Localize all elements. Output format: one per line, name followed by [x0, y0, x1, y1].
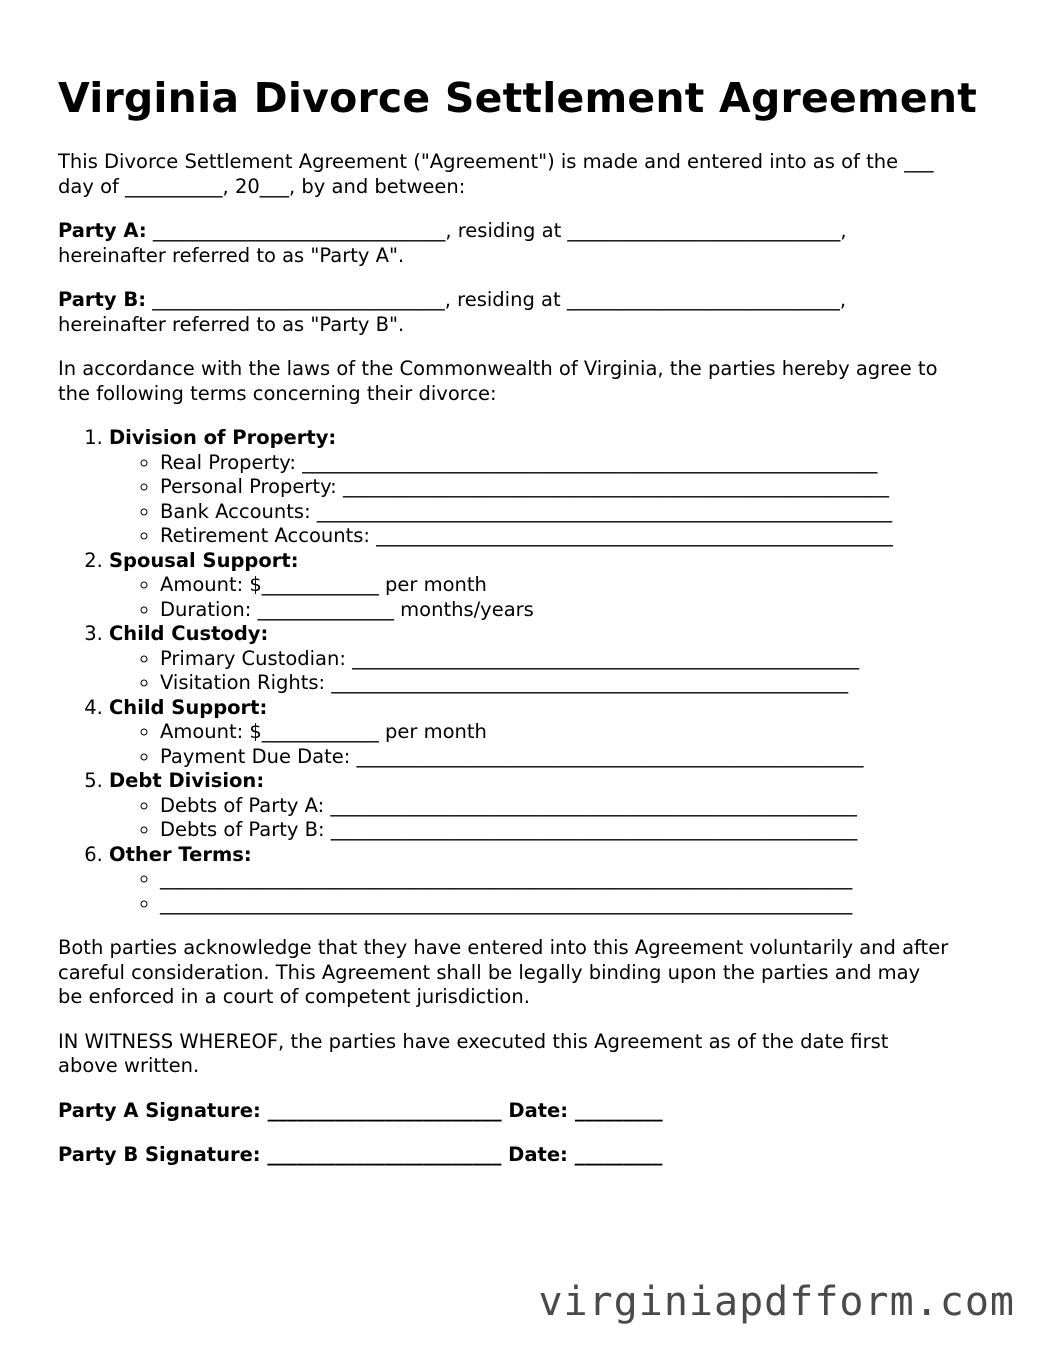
witness-line-1: IN WITNESS WHEREOF, the parties have executed this Agreement as of the date first — [58, 1029, 889, 1053]
party-a-line-2: hereinafter referred to as "Party A". — [58, 243, 405, 267]
term-items — [109, 647, 998, 696]
term-item: ◦ Real Property: ___________________________________________________________ — [160, 451, 998, 476]
intro-line-1: This Divorce Settlement Agreement ("Agreement") is made and entered into as of the ___ — [58, 150, 934, 173]
term-heading: Debt Division: — [109, 769, 265, 792]
term-item: ◦ Duration: ______________ months/years — [160, 598, 998, 623]
party-b-signature-line — [58, 1143, 998, 1168]
term-item: ◦ Personal Property: ________________________________________________________ — [160, 475, 998, 500]
term-item: ◦ Debts of Party A: ______________________________________________________ — [160, 794, 998, 819]
intro-line-2: day of __________, 20___, by and between: — [58, 174, 466, 198]
party-a-line-1: ______________________________, residing at ____________________________, — [146, 219, 847, 242]
law-line-1: In accordance with the laws of the Commonwealth of Virginia, the parties hereby agree to — [58, 357, 938, 380]
document-page — [58, 72, 998, 1168]
term-spousal-support — [109, 549, 998, 623]
term-items — [109, 867, 998, 916]
term-heading: Division of Property: — [109, 426, 337, 449]
party-a-paragraph — [58, 219, 998, 268]
witness-line-2: above written. — [58, 1054, 200, 1077]
acknowledgment-line-1: Both parties acknowledge that they have entered into this Agreement voluntarily and after — [58, 936, 949, 959]
site-watermark: virginiapdfform.com — [538, 1279, 1015, 1325]
term-items — [109, 720, 998, 769]
term-item: ◦ Retirement Accounts: _____________________________________________________ — [160, 524, 998, 549]
party-a-signature-line — [58, 1099, 998, 1124]
party-b-paragraph — [58, 288, 998, 337]
acknowledgment-line-3: be enforced in a court of competent jurisdiction. — [58, 985, 530, 1008]
term-heading: Spousal Support: — [109, 548, 299, 572]
term-heading: Child Custody: — [109, 622, 269, 645]
acknowledgment-line-2: careful consideration. This Agreement shall be legally binding upon the parties and may — [58, 960, 921, 984]
term-items — [109, 451, 998, 549]
term-heading: Child Support: — [109, 695, 268, 719]
term-item: ◦ Visitation Rights: _____________________________________________________ — [160, 671, 998, 696]
law-paragraph — [58, 357, 998, 406]
term-item: ◦ Payment Due Date: ____________________________________________________ — [160, 745, 998, 770]
terms-list — [58, 426, 998, 916]
term-child-support — [109, 696, 998, 770]
term-item: ◦ Primary Custodian: ____________________________________________________ — [160, 647, 998, 672]
term-item: ◦ Amount: $____________ per month — [160, 720, 998, 745]
term-item: ◦ _______________________________________________________________________ — [160, 892, 998, 917]
term-heading: Other Terms: — [109, 842, 252, 866]
acknowledgment-paragraph — [58, 936, 998, 1010]
party-a-label: Party A: — [58, 219, 147, 242]
witness-paragraph — [58, 1030, 998, 1079]
intro-paragraph — [58, 150, 998, 199]
party-b-line-2: hereinafter referred to as "Party B". — [58, 312, 405, 336]
document-title: Virginia Divorce Settlement Agreement — [58, 74, 978, 122]
term-item: ◦ Amount: $____________ per month — [160, 573, 998, 598]
term-child-custody — [109, 622, 998, 696]
term-items — [109, 794, 998, 843]
term-item: ◦ _______________________________________________________________________ — [160, 867, 998, 892]
party-a-signature-text: Party A Signature: ________________________ Date: _________ — [58, 1098, 663, 1122]
term-debt-division — [109, 769, 998, 843]
law-line-2: the following terms concerning their divorce: — [58, 381, 497, 405]
term-items — [109, 573, 998, 622]
term-item: ◦ Bank Accounts: ___________________________________________________________ — [160, 500, 998, 525]
party-b-signature-text: Party B Signature: ________________________ Date: _________ — [58, 1143, 663, 1166]
term-item: ◦ Debts of Party B: ______________________________________________________ — [160, 818, 998, 843]
term-other-terms — [109, 843, 998, 917]
term-division-of-property — [109, 426, 998, 549]
party-b-label: Party B: — [58, 288, 147, 311]
party-b-line-1: ______________________________, residing at ____________________________, — [146, 288, 847, 311]
